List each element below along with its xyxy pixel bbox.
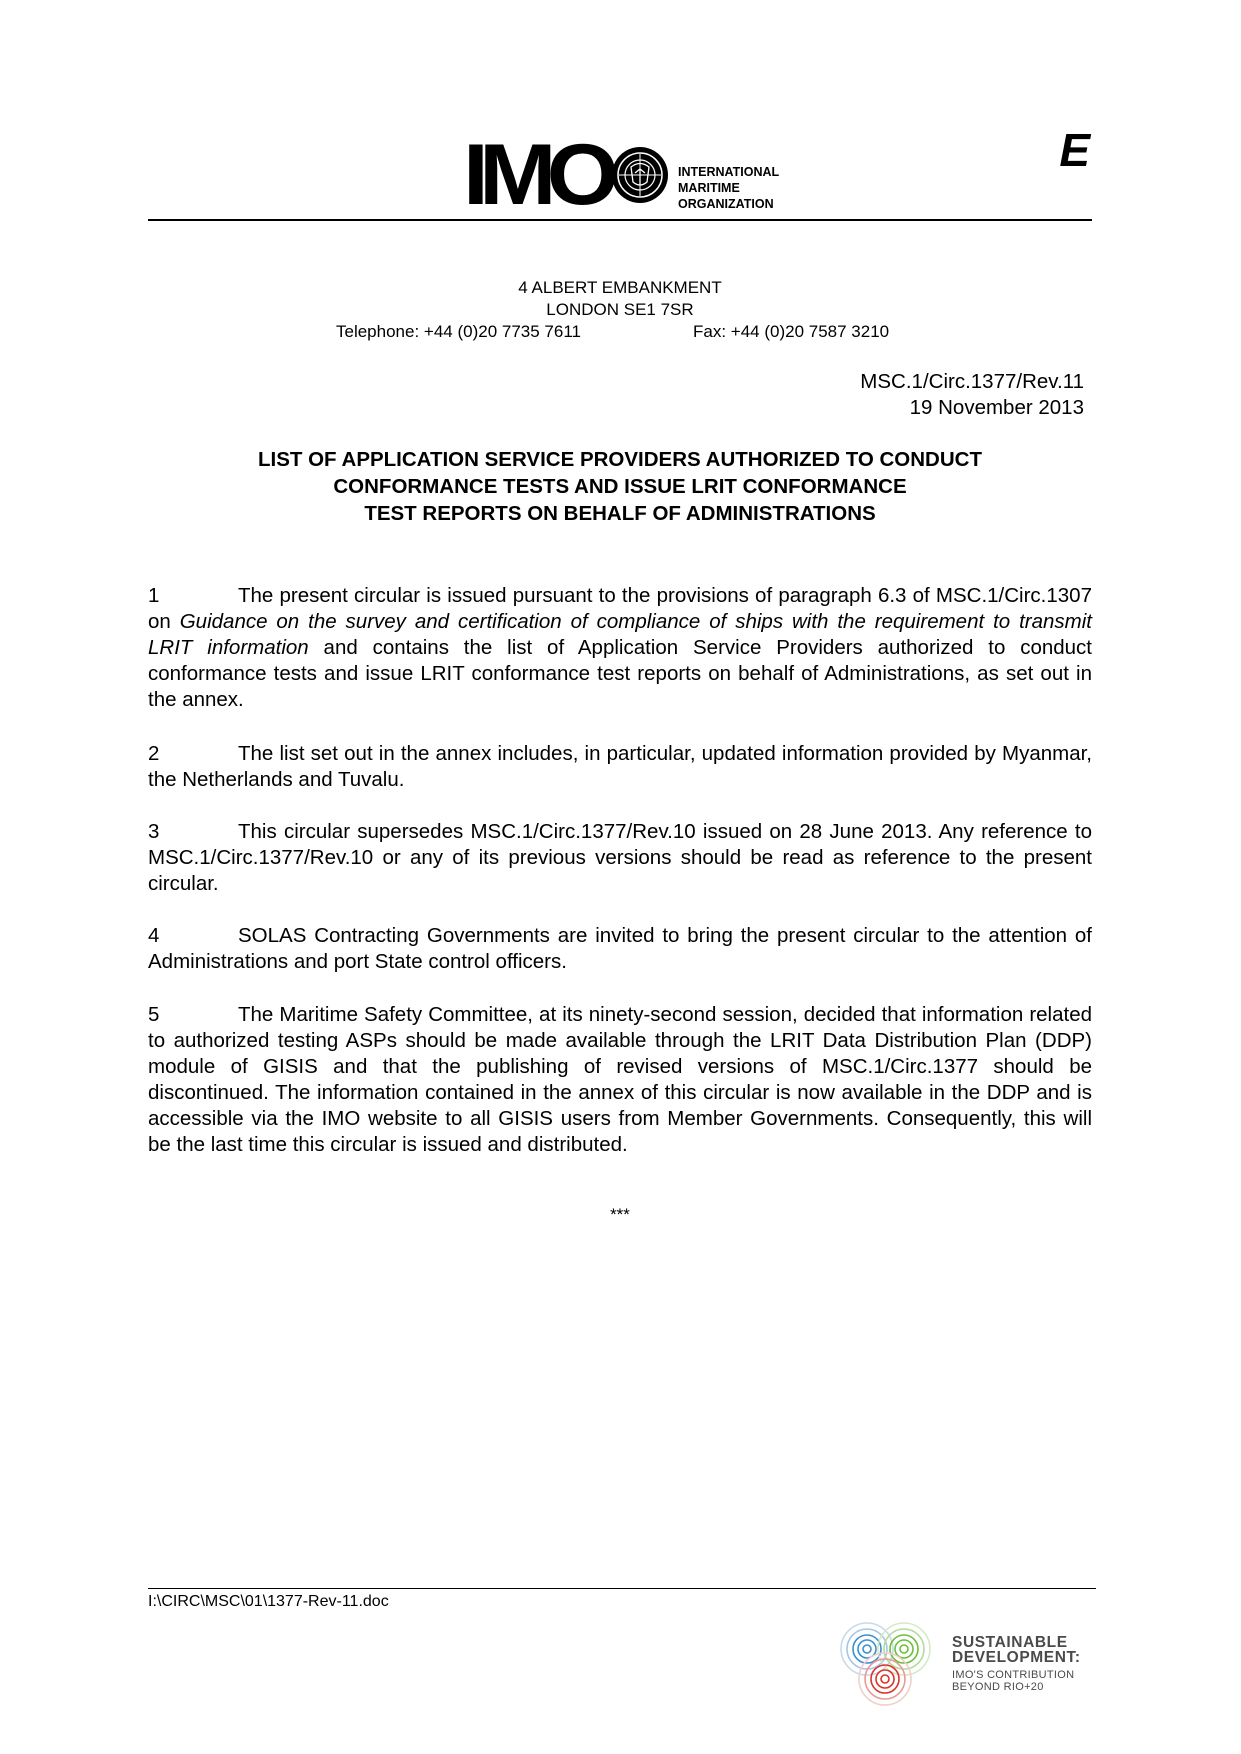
document-title	[148, 446, 1092, 527]
sd-subtitle-line: BEYOND RIO+20	[952, 1681, 1044, 1693]
document-date: 19 November 2013	[909, 396, 1084, 419]
paragraph-text: This circular supersedes MSC.1/Circ.1377/Rev.10 issued on 28 June 2013. Any reference to MSC.1/Circ.1377/Rev.10 or any of its previous versions should be read as reference to the present circular.	[148, 820, 1092, 895]
paragraph-text: The present circular is issued pursuant to the provisions of paragraph 6.3 of MSC.1/Circ.1307 on	[148, 584, 1092, 633]
sd-subtitle-line: IMO'S CONTRIBUTION	[952, 1669, 1075, 1681]
telephone: Telephone: +44 (0)20 7735 7611	[336, 322, 581, 341]
guidance-title: Guidance on the survey and certification of compliance of ships with the requirement to transmit LRIT information	[148, 610, 1093, 659]
sd-title-line: DEVELOPMENT:	[952, 1649, 1081, 1666]
paragraph-number: 1	[148, 584, 160, 607]
paragraph-text: SOLAS Contracting Governments are invited to bring the present circular to the attention of Administrations and port State control officers.	[148, 924, 1092, 973]
organization-name	[678, 164, 779, 212]
paragraph-text: The Maritime Safety Committee, at its ninety-second session, decided that information related to authorized testing ASPs should be made available through the LRIT Data Distribution Plan (DDP) module of GISIS and that the publishing of revised versions of MSC.1/Circ.1377 should be discontinued. The information contained in the annex of this circular is now available in the DDP and is accessible via the IMO website to all GISIS users from Member Governments. Consequently, this will be the last time this circular is issued and distributed.	[148, 1003, 1092, 1156]
paragraph-3	[148, 819, 1092, 897]
language-code: E	[1059, 124, 1090, 176]
document-symbol: MSC.1/Circ.1377/Rev.11	[860, 370, 1084, 393]
paragraph-text: and contains the list of Application Service Providers authorized to conduct conformance tests and issue LRIT conformance test reports on behalf of Administrations, as set out in the annex.	[148, 636, 1092, 711]
sustainable-development-text	[952, 1635, 1081, 1693]
org-name-line: MARITIME	[678, 181, 740, 195]
paragraph-4	[148, 923, 1092, 975]
header-divider	[148, 219, 1092, 221]
document-reference-block	[860, 369, 1084, 421]
paragraph-number: 2	[148, 742, 160, 765]
un-emblem-icon	[611, 146, 669, 204]
sd-title-line: SUSTAINABLE	[952, 1634, 1068, 1651]
paragraph-2	[148, 741, 1092, 793]
address-line-1: 4 ALBERT EMBANKMENT	[518, 278, 722, 297]
sustainable-development-logo	[822, 1605, 1122, 1715]
paragraph-text: The list set out in the annex includes, in particular, updated information provided by Myanmar, the Netherlands and Tuvalu.	[148, 742, 1092, 791]
fax: Fax: +44 (0)20 7587 3210	[693, 322, 890, 341]
paragraph-number: 5	[148, 1003, 160, 1026]
paragraph-number: 4	[148, 924, 160, 947]
title-line: LIST OF APPLICATION SERVICE PROVIDERS AUTHORIZED TO CONDUCT	[258, 448, 982, 471]
end-separator: ***	[610, 1205, 630, 1224]
imo-lettermark-text: IMO	[463, 127, 610, 223]
paragraph-5	[148, 1002, 1092, 1158]
concentric-circles-icon	[822, 1605, 952, 1715]
address-line-2: LONDON SE1 7SR	[546, 300, 694, 319]
letterhead	[148, 124, 1098, 223]
document-filename: I:\CIRC\MSC\01\1377-Rev-11.doc	[148, 1593, 389, 1610]
title-line: CONFORMANCE TESTS AND ISSUE LRIT CONFORMANCE	[333, 475, 907, 498]
footer-divider	[148, 1588, 1096, 1589]
paragraph-1	[148, 583, 1092, 713]
paragraph-number: 3	[148, 820, 160, 843]
title-line: TEST REPORTS ON BEHALF OF ADMINISTRATIONS	[364, 502, 876, 525]
org-name-line: ORGANIZATION	[678, 197, 774, 211]
imo-lettermark	[463, 127, 610, 223]
imo-logo	[463, 127, 833, 223]
org-name-line: INTERNATIONAL	[678, 165, 780, 179]
